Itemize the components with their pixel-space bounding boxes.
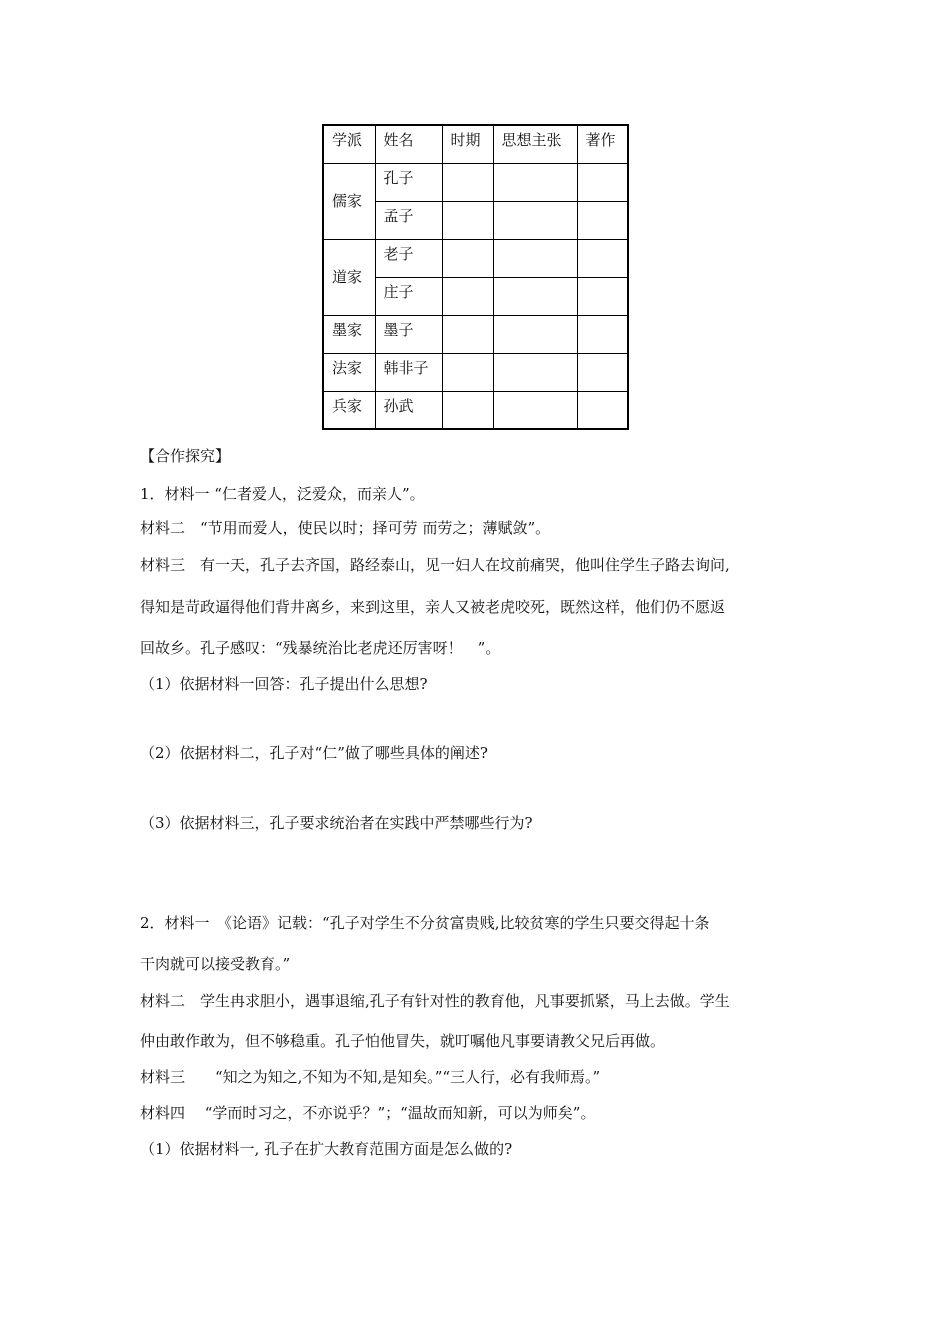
header-school: 学派	[323, 125, 375, 163]
blank-cell	[442, 315, 493, 353]
table-row	[323, 315, 628, 353]
table-row	[323, 391, 628, 429]
header-ideas: 思想主张	[493, 125, 577, 163]
blank-cell	[493, 201, 577, 239]
name-cell: 孔子	[375, 163, 442, 201]
q1-sub-question-3: （3）依据材料三，孔子要求统治者在实践中严禁哪些行为?	[140, 814, 533, 832]
q2-material-4: 材料四 “学而时习之，不亦说乎？”；“温故而知新，可以为师矣”。	[140, 1104, 596, 1122]
name-cell: 韩非子	[375, 353, 442, 391]
table-row	[323, 239, 628, 277]
blank-cell	[493, 353, 577, 391]
q2-sub-question-1: （1）依据材料一, 孔子在扩大教育范围方面是怎么做的?	[140, 1140, 513, 1158]
blank-cell	[577, 239, 628, 277]
table-header-row	[323, 125, 628, 163]
blank-cell	[577, 391, 628, 429]
q2-material-3: 材料三 “知之为知之,不知为不知,是知矣。”“三人行，必有我师焉。”	[140, 1068, 601, 1086]
header-period: 时期	[442, 125, 493, 163]
blank-cell	[442, 353, 493, 391]
q1-material-3-line-1: 材料三 有一天，孔子去齐国，路经泰山，见一妇人在坟前痛哭，他叫住学生子路去询问,	[140, 556, 730, 574]
table-row	[323, 353, 628, 391]
name-cell: 孙武	[375, 391, 442, 429]
name-cell: 老子	[375, 239, 442, 277]
name-cell: 庄子	[375, 277, 442, 315]
blank-cell	[442, 239, 493, 277]
q1-material-2: 材料二 “节用而爱人，使民以时；择可劳 而劳之；薄赋敛”。	[140, 519, 551, 537]
blank-cell	[493, 315, 577, 353]
school-cell: 法家	[323, 353, 375, 391]
blank-cell	[442, 277, 493, 315]
blank-cell	[493, 239, 577, 277]
q1-material-3-line-2: 得知是苛政逼得他们背井离乡，来到这里，亲人又被老虎咬死，既然这样，他们仍不愿返	[140, 598, 726, 616]
blank-cell	[577, 163, 628, 201]
q1-material-1: 1．材料一 “仁者爱人，泛爱众，而亲人”。	[140, 485, 425, 503]
school-cell: 墨家	[323, 315, 375, 353]
section-title: 【合作探究】	[140, 447, 231, 465]
name-cell: 孟子	[375, 201, 442, 239]
blank-cell	[442, 163, 493, 201]
blank-cell	[442, 391, 493, 429]
blank-cell	[493, 277, 577, 315]
q1-sub-question-1: （1）依据材料一回答：孔子提出什么思想?	[140, 675, 428, 693]
q1-sub-question-2: （2）依据材料二，孔子对“仁”做了哪些具体的阐述?	[140, 744, 488, 762]
q1-material-3-line-3: 回故乡。孔子感叹：“残暴统治比老虎还厉害呀！ ”。	[140, 639, 501, 657]
header-works: 著作	[577, 125, 628, 163]
q2-material-2-line-1: 材料二 学生冉求胆小，遇事退缩,孔子有针对性的教育他，凡事要抓紧，马上去做。学生	[140, 992, 730, 1010]
blank-cell	[493, 391, 577, 429]
blank-cell	[577, 277, 628, 315]
table-row	[323, 163, 628, 201]
q2-material-1-line-1: 2．材料一 《论语》记载：“孔子对学生不分贫富贵贱,比较贫寒的学生只要交得起十条	[140, 914, 710, 932]
q2-material-2-line-2: 仲由敢作敢为，但不够稳重。孔子怕他冒失，就叮嘱他凡事要请教父兄后再做。	[140, 1032, 666, 1050]
school-cell: 道家	[323, 239, 375, 315]
blank-cell	[577, 353, 628, 391]
name-cell: 墨子	[375, 315, 442, 353]
schools-table	[322, 124, 629, 430]
school-cell: 儒家	[323, 163, 375, 239]
header-name: 姓名	[375, 125, 442, 163]
blank-cell	[442, 201, 493, 239]
blank-cell	[577, 315, 628, 353]
school-cell: 兵家	[323, 391, 375, 429]
q2-material-1-line-2: 干肉就可以接受教育。”	[140, 955, 291, 973]
blank-cell	[577, 201, 628, 239]
blank-cell	[493, 163, 577, 201]
